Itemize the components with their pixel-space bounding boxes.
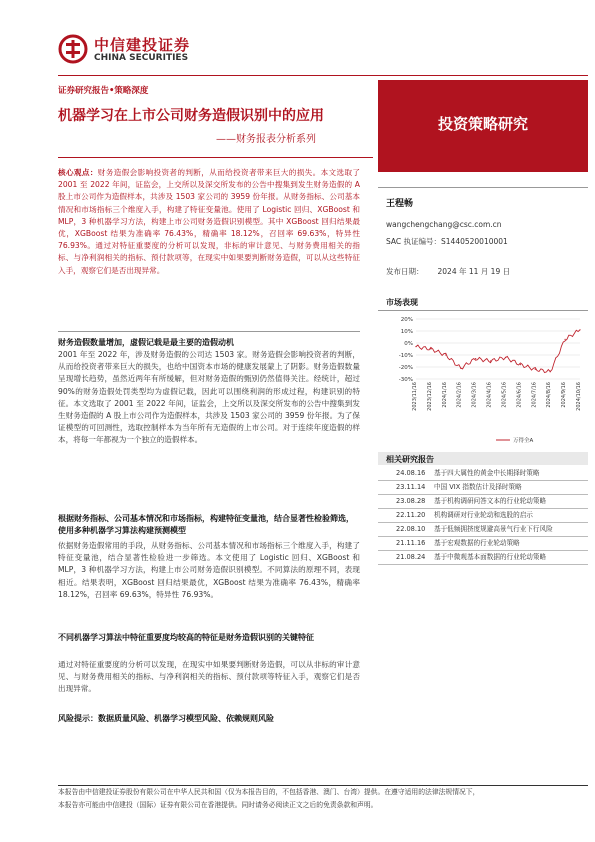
- related-report-item[interactable]: [378, 495, 588, 509]
- related-report-item[interactable]: [378, 551, 588, 565]
- x-tick-label: 2023/11/16: [412, 382, 418, 411]
- brand-logo: [58, 32, 208, 68]
- data-point: [535, 369, 536, 370]
- analyst-sac-number: SAC 执证编号：S1440520010001: [386, 237, 508, 246]
- brand-name-en: CHINA SECURITIES: [94, 53, 189, 63]
- core-view-text: 财务造假会影响投资者的判断，从而给投资者带来巨大的损失。本文选取了 2001 至 2022 年间，证监会，上交所以及深交所发布的公告中搜集到发生财务造假的 A 股上市公司作为造假样本，共涉及 1503 家公司的 3959 份年报。从财务指标、公司基本情况和市场指标三个维度入手，构建了特征变量池。使用了 Logistic 回归、XGBoost 和 MLP，3 种机器学习方法，构建上市公司财务造假识别模型。其中 XGBoost 回归结果最优，XGBoost 结果为准确率 76.43%，精确率 18.12%，召回率 69.63%，特异性 76.93%。通过对特征重要度的分析可以发现，非标的审计意见、与财务费用相关的指标、与净利润相关的指标、预付款项等，在现实中如果要判断财务造假，可以从这些特征入手，观察它们是否出现异常。: [58, 168, 361, 275]
- data-point: [460, 368, 461, 369]
- x-tick-label: 2024/4/16: [486, 382, 493, 408]
- x-tick-label: 2024/5/16: [501, 382, 508, 408]
- x-tick-label: 2024/1/16: [441, 382, 448, 408]
- data-point: [550, 371, 551, 372]
- data-point: [415, 346, 416, 347]
- related-report-item[interactable]: [378, 509, 588, 523]
- publish-date-value: 2024 年 11 月 19 日: [437, 267, 511, 276]
- related-report-title[interactable]: 机构调研对行业轮动和选股的启示: [434, 511, 533, 519]
- analyst-email[interactable]: wangchengchang@csc.com.cn: [386, 220, 502, 229]
- section-3-body: 通过对特征重要度的分析可以发现，在现实中如果要判断财务造假，可以从非标的审计意见、与财务费用相关的指标、与净利润相关的指标、预付款项等特征入手，观察它们是否出现异常。: [58, 660, 360, 694]
- category-banner-text: 投资策略研究: [437, 115, 528, 133]
- risk-warning: [58, 713, 360, 725]
- related-reports-list: [378, 467, 588, 565]
- x-tick-label: 2024/9/16: [561, 382, 568, 408]
- logo-mark-icon: [58, 34, 88, 64]
- related-report-date: 22.08.10: [396, 525, 426, 533]
- related-report-item[interactable]: [378, 481, 588, 495]
- brand-name-cn: 中信建投证券: [94, 36, 191, 54]
- core-view: [58, 167, 360, 277]
- header-divider: [58, 75, 588, 76]
- data-point: [475, 358, 476, 359]
- report-subtitle: ——财务报表分析系列: [216, 134, 316, 145]
- report-type: 证券研究报告•策略深度: [58, 86, 149, 96]
- related-report-title[interactable]: 基于中微观基本面数据的行业轮动策略: [434, 553, 547, 561]
- related-report-title[interactable]: 基于宏观数据的行业轮动策略: [434, 539, 520, 547]
- core-view-label: 核心观点：: [58, 168, 98, 177]
- x-tick-label: 2024/2/16: [456, 382, 463, 408]
- related-report-date: 24.08.16: [396, 469, 426, 477]
- x-tick-label: 2024/6/16: [516, 382, 523, 408]
- x-tick-label: 2023/12/16: [426, 382, 433, 411]
- publish-date: [386, 266, 510, 277]
- related-report-title[interactable]: 基于四大属性的黄金中长期择时策略: [434, 469, 540, 477]
- data-point: [505, 357, 506, 358]
- section-divider: [58, 331, 360, 332]
- analyst-divider: [378, 187, 588, 188]
- data-point: [579, 329, 580, 330]
- related-report-title[interactable]: 中国 VIX 指数估计及择时策略: [434, 483, 522, 491]
- section-2-body: 依据财务造假常用的手段，从财务指标、公司基本情况和市场指标三个维度入手，构建了特征变量池，结合显著性检验进一步筛选。本文使用了 Logistic 回归、XGBoost 和 MLP，3 种机器学习方法，构建上市公司财务造假识别模型。不同算法的原理不同，表现相近。结果表明，XGBoost 回归结果最优，XGBoost 结果为准确率 76.43%，精确率 18.12%，召回率 69.63%，特异性 76.93%。: [58, 541, 360, 599]
- report-title: 机器学习在上市公司财务造假识别中的应用: [58, 108, 324, 124]
- related-report-title[interactable]: 基于机构调研问答文本的行业轮动策略: [434, 497, 547, 505]
- risk-label: 风险提示：: [58, 714, 98, 723]
- related-report-date: 23.11.14: [396, 483, 426, 491]
- data-point: [520, 364, 521, 365]
- market-chart: [386, 313, 586, 448]
- y-tick-label: 20%: [400, 317, 413, 323]
- related-report-item[interactable]: [378, 537, 588, 551]
- market-divider: [378, 310, 588, 311]
- section-1-head: 财务造假数量增加，虚假记载是最主要的造假动机: [58, 338, 234, 347]
- section-1-body: 2001 年至 2022 年，涉及财务造假的公司达 1503 家。财务造假会影响投资者的判断，从而给投资者带来巨大的损失，也给中国资本市场的健康发展蒙上了阴影。财务造假数量呈现增长趋势，虽然近两年有所缓解，但对财务造假的甄别仍然值得关注。经统计，超过 90%的财务造假处罚类型均为虚假记载，因此可以围绕利润的形成过程，构建识别的特征。本文选取了 2001 至 2022 年间，证监会，上交所以及深交所发布的公告中搜集到发生财务造假的 A 股上市公司作为造假样本，共涉及 1503 家公司的 3959 份年报。为了保证模型的可回测性，选取控制样本为当年所有无造假的上市公司。对于连续年度造假的样本，将每一年都视为一个独立的造假样本。: [58, 350, 360, 445]
- market-performance-head: 市场表现: [386, 298, 418, 307]
- y-tick-label: 10%: [400, 329, 413, 335]
- data-point: [445, 354, 446, 355]
- related-report-date: 22.11.20: [396, 511, 426, 519]
- y-tick-label: 0%: [404, 341, 413, 347]
- section-3-head: 不同机器学习算法中特征重要度均较高的特征是财务造假识别的关键特征: [58, 633, 314, 642]
- related-report-item[interactable]: [378, 523, 588, 537]
- data-point: [490, 360, 491, 361]
- section-2-head: 根据财务指标、公司基本情况和市场指标，构建特征变量池，结合显著性检验筛选，使用多种机器学习算法构建预测模型: [58, 514, 354, 535]
- title-divider: [58, 157, 373, 158]
- related-report-date: 21.08.24: [396, 553, 426, 561]
- x-tick-label: 2024/3/16: [471, 382, 478, 408]
- publish-date-label: 发布日期：: [386, 267, 424, 276]
- related-report-date: 23.08.28: [396, 497, 426, 505]
- risk-text: 数据质量风险、机器学习模型风险、依赖规则风险: [98, 714, 274, 723]
- y-tick-label: -20%: [398, 365, 413, 371]
- footer-disclaimer-1: 本报告由中信建投证券股份有限公司在中华人民共和国（仅为本报告目的，不包括香港、澳门、台湾）提供。在遵守适用的法律法规情况下，: [58, 788, 480, 796]
- related-report-item[interactable]: [378, 467, 588, 481]
- y-tick-label: -30%: [398, 377, 413, 383]
- footer-disclaimer-2: 本报告亦可能由中信建投（国际）证券有限公司在香港提供。同时请务必阅读正文之后的免责条款和声明。: [58, 801, 378, 809]
- y-tick-label: -10%: [398, 353, 413, 359]
- related-report-title[interactable]: 基于低频拥挤度规避高景气行业下行风险: [434, 525, 553, 533]
- x-tick-label: 2024/10/16: [576, 382, 582, 411]
- series-line: [416, 330, 580, 373]
- related-report-date: 21.11.16: [396, 539, 426, 547]
- related-reports-head: 相关研究报告: [386, 455, 434, 464]
- footer-divider: [58, 785, 588, 786]
- x-tick-label: 2024/7/16: [531, 382, 538, 408]
- legend-label: 万得全A: [513, 438, 534, 444]
- data-point: [430, 348, 431, 349]
- data-point: [564, 339, 565, 340]
- analyst-name: 王程畅: [386, 199, 414, 209]
- x-tick-label: 2024/8/16: [546, 382, 553, 408]
